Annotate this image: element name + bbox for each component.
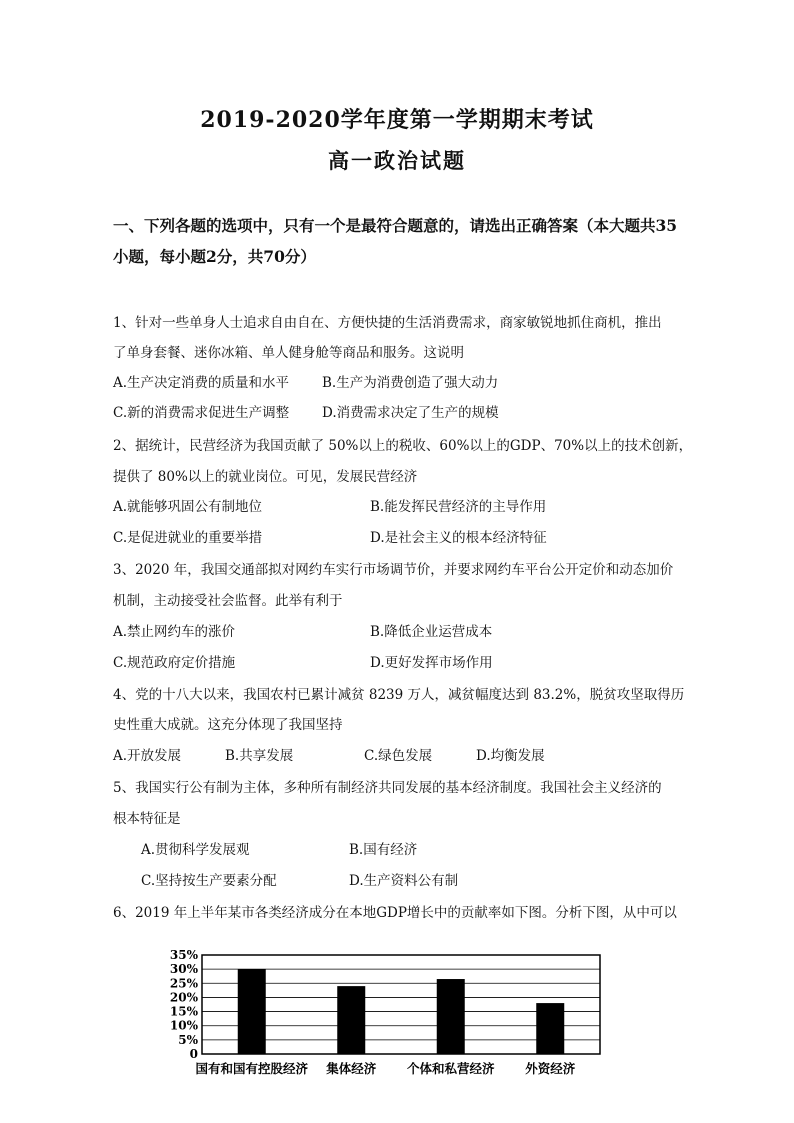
q1-option-c: C.新的消费需求促进生产调整 xyxy=(113,405,290,421)
q3-option-d: D.更好发挥市场作用 xyxy=(370,655,493,671)
q2-option-d: D.是社会主义的根本经济特征 xyxy=(370,530,547,546)
gdp-contribution-chart xyxy=(160,945,610,1080)
q4-option-c: C.绿色发展 xyxy=(364,748,433,764)
x-tick-label: 集体经济 xyxy=(326,1061,377,1076)
q3-option-a: A.禁止网约车的涨价 xyxy=(113,624,236,640)
q3-option-b: B.降低企业运营成本 xyxy=(370,624,493,640)
q2-stem-line1: 2、据统计，民营经济为我国贡献了 50%以上的税收、60%以上的GDP、70%以上的技术创新， xyxy=(113,438,693,454)
q4-option-a: A.开放发展 xyxy=(113,748,182,764)
q2-option-a: A.就能够巩固公有制地位 xyxy=(113,499,263,515)
y-tick-label: 25% xyxy=(169,976,198,991)
y-tick-label: 10% xyxy=(169,1018,198,1033)
q5-option-a: A.贯彻科学发展观 xyxy=(141,842,250,858)
bar-2 xyxy=(437,979,465,1054)
y-tick-label: 35% xyxy=(169,948,198,962)
q3-option-c: C.规范政府定价措施 xyxy=(113,655,236,671)
y-tick-label: 5% xyxy=(178,1032,198,1047)
section-heading-line1: 一、下列各题的选项中，只有一个是最符合题意的，请选出正确答案（本大题共35 xyxy=(113,216,678,235)
x-tick-label: 外资经济 xyxy=(525,1061,576,1076)
q1-stem-line1: 1、针对一些单身人士追求自由自在、方便快捷的生活消费需求，商家敏锐地抓住商机，推出 xyxy=(113,315,662,331)
exam-subtitle: 高一政治试题 xyxy=(328,148,466,173)
bar-1 xyxy=(337,986,365,1054)
q2-stem-line2: 提供了 80%以上的就业岗位。可见，发展民营经济 xyxy=(113,469,418,485)
y-tick-label: 15% xyxy=(169,1004,198,1019)
bar-0 xyxy=(238,969,266,1054)
q4-option-b: B.共享发展 xyxy=(225,748,294,764)
x-tick-label: 个体和私营经济 xyxy=(406,1061,495,1076)
q1-option-d: D.消费需求决定了生产的规模 xyxy=(322,405,499,421)
q6-stem-line1: 6、2019 年上半年某市各类经济成分在本地GDP增长中的贡献率如下图。分析下图，从中可以 xyxy=(113,905,677,921)
q5-option-d: D.生产资料公有制 xyxy=(349,873,459,889)
exam-title: 2019-2020学年度第一学期期末考试 xyxy=(200,107,594,133)
y-tick-label: 20% xyxy=(169,990,198,1005)
bar-3 xyxy=(536,1003,564,1054)
q2-option-b: B.能发挥民营经济的主导作用 xyxy=(370,499,547,515)
q4-stem-line2: 史性重大成就。这充分体现了我国坚持 xyxy=(113,717,343,733)
q3-stem-line1: 3、2020 年，我国交通部拟对网约车实行市场调节价，并要求网约车平台公开定价和动态加价 xyxy=(113,562,674,578)
q1-stem-line2: 了单身套餐、迷你冰箱、单人健身舱等商品和服务。这说明 xyxy=(113,345,464,361)
q5-stem-line1: 5、我国实行公有制为主体，多种所有制经济共同发展的基本经济制度。我国社会主义经济的 xyxy=(113,780,662,796)
x-tick-label: 国有和国有控股经济 xyxy=(195,1061,309,1076)
chart-svg xyxy=(160,945,610,1080)
y-tick-label: 0 xyxy=(189,1047,198,1061)
q3-stem-line2: 机制，主动接受社会监督。此举有利于 xyxy=(113,593,343,609)
q5-option-b: B.国有经济 xyxy=(349,842,418,858)
y-tick-label: 30% xyxy=(169,962,198,977)
q2-option-c: C.是促进就业的重要举措 xyxy=(113,530,263,546)
q4-option-d: D.均衡发展 xyxy=(476,748,545,764)
q5-stem-line2: 根本特征是 xyxy=(113,811,181,827)
q4-stem-line1: 4、党的十八大以来，我国农村已累计减贫 8239 万人，减贫幅度达到 83.2%，脱贫攻坚取得历 xyxy=(113,687,685,703)
section-heading-line2: 小题，每小题2分，共70分） xyxy=(113,247,316,266)
q5-option-c: C.坚持按生产要素分配 xyxy=(141,873,277,889)
q1-option-a: A.生产决定消费的质量和水平 xyxy=(113,375,290,391)
q1-option-b: B.生产为消费创造了强大动力 xyxy=(322,375,499,391)
